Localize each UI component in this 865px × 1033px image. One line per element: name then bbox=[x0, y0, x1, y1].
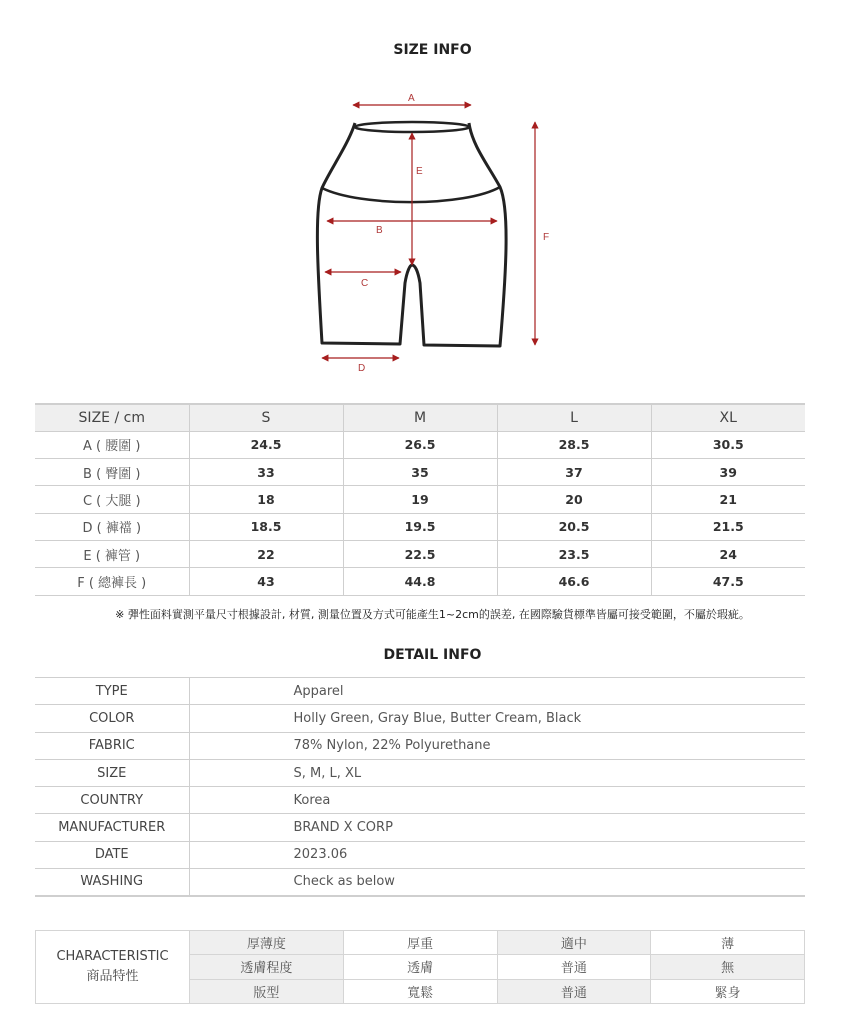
header-l: L bbox=[497, 404, 651, 431]
row-label: B ( 臀圍 ) bbox=[35, 459, 189, 486]
detail-value: 78% Nylon, 22% Polyurethane bbox=[189, 732, 805, 759]
header-size-cm: SIZE / cm bbox=[35, 404, 189, 431]
cell: 18.5 bbox=[189, 513, 343, 540]
cell: 20 bbox=[497, 486, 651, 513]
table-row bbox=[35, 787, 805, 814]
cell: 35 bbox=[343, 459, 497, 486]
detail-value: Check as below bbox=[189, 869, 805, 896]
cell: 19 bbox=[343, 486, 497, 513]
detail-info-title: DETAIL INFO bbox=[383, 647, 482, 663]
detail-label: TYPE bbox=[35, 678, 189, 705]
table-row bbox=[35, 705, 805, 732]
table-row bbox=[35, 869, 805, 896]
detail-value: Apparel bbox=[189, 678, 805, 705]
detail-label: FABRIC bbox=[35, 732, 189, 759]
row-label: C ( 大腿 ) bbox=[35, 486, 189, 513]
detail-label: WASHING bbox=[35, 869, 189, 896]
characteristic-label: 厚薄度 bbox=[190, 931, 344, 955]
characteristic-option: 緊身 bbox=[651, 979, 805, 1003]
characteristic-option: 厚重 bbox=[343, 931, 497, 955]
size-table bbox=[35, 403, 805, 596]
shorts-measurement-diagram bbox=[300, 85, 570, 375]
characteristic-option: 寬鬆 bbox=[343, 979, 497, 1003]
detail-value: Holly Green, Gray Blue, Butter Cream, Black bbox=[189, 705, 805, 732]
cell: 39 bbox=[651, 459, 805, 486]
label-f: F bbox=[543, 232, 550, 243]
cell: 22.5 bbox=[343, 540, 497, 567]
cell: 47.5 bbox=[651, 568, 805, 595]
label-a: A bbox=[408, 93, 415, 104]
row-label: E ( 褲管 ) bbox=[35, 540, 189, 567]
characteristic-option-selected: 適中 bbox=[497, 931, 651, 955]
table-row bbox=[35, 568, 805, 595]
detail-value: S, M, L, XL bbox=[189, 759, 805, 786]
characteristic-table bbox=[35, 930, 805, 1004]
cell: 26.5 bbox=[343, 431, 497, 458]
cell: 24 bbox=[651, 540, 805, 567]
row-label: A ( 腰圍 ) bbox=[35, 431, 189, 458]
header-m: M bbox=[343, 404, 497, 431]
cell: 44.8 bbox=[343, 568, 497, 595]
table-row bbox=[35, 540, 805, 567]
label-c: C bbox=[361, 278, 369, 289]
cell: 28.5 bbox=[497, 431, 651, 458]
table-row bbox=[35, 759, 805, 786]
label-b: B bbox=[376, 225, 383, 236]
detail-label: DATE bbox=[35, 841, 189, 868]
detail-table bbox=[35, 677, 805, 897]
cell: 30.5 bbox=[651, 431, 805, 458]
table-row bbox=[36, 931, 805, 955]
header-xl: XL bbox=[651, 404, 805, 431]
characteristic-title bbox=[36, 931, 190, 1004]
size-info-title: SIZE INFO bbox=[393, 42, 472, 58]
characteristic-option: 普通 bbox=[497, 955, 651, 979]
table-row bbox=[35, 732, 805, 759]
cell: 21.5 bbox=[651, 513, 805, 540]
row-label: F ( 總褲長 ) bbox=[35, 568, 189, 595]
header-s: S bbox=[189, 404, 343, 431]
label-e: E bbox=[416, 166, 423, 177]
detail-label: SIZE bbox=[35, 759, 189, 786]
size-table-header bbox=[35, 404, 805, 431]
detail-label: MANUFACTURER bbox=[35, 814, 189, 841]
label-d: D bbox=[358, 363, 366, 374]
row-label: D ( 褲襠 ) bbox=[35, 513, 189, 540]
cell: 33 bbox=[189, 459, 343, 486]
detail-value: Korea bbox=[189, 787, 805, 814]
characteristic-label: 透膚程度 bbox=[190, 955, 344, 979]
characteristic-title-zh: 商品特性 bbox=[86, 968, 139, 984]
cell: 21 bbox=[651, 486, 805, 513]
cell: 20.5 bbox=[497, 513, 651, 540]
table-row bbox=[35, 513, 805, 540]
cell: 46.6 bbox=[497, 568, 651, 595]
size-note: ※ 彈性面料實測平量尺寸根據設計, 材質, 測量位置及方式可能產生1~2cm的誤差, 在國際驗貨標準皆屬可接受範圍，不屬於瑕疵。 bbox=[115, 608, 750, 621]
characteristic-option: 薄 bbox=[651, 931, 805, 955]
detail-label: COUNTRY bbox=[35, 787, 189, 814]
cell: 18 bbox=[189, 486, 343, 513]
table-row bbox=[35, 431, 805, 458]
cell: 22 bbox=[189, 540, 343, 567]
table-row bbox=[35, 678, 805, 705]
detail-value: 2023.06 bbox=[189, 841, 805, 868]
cell: 23.5 bbox=[497, 540, 651, 567]
cell: 24.5 bbox=[189, 431, 343, 458]
detail-label: COLOR bbox=[35, 705, 189, 732]
characteristic-option-selected: 無 bbox=[651, 955, 805, 979]
detail-value: BRAND X CORP bbox=[189, 814, 805, 841]
table-row bbox=[35, 814, 805, 841]
table-row bbox=[35, 486, 805, 513]
characteristic-option-selected: 普通 bbox=[497, 979, 651, 1003]
characteristic-title-en: CHARACTERISTIC bbox=[56, 948, 169, 964]
table-row bbox=[35, 459, 805, 486]
table-row bbox=[35, 841, 805, 868]
characteristic-label: 版型 bbox=[190, 979, 344, 1003]
cell: 43 bbox=[189, 568, 343, 595]
cell: 19.5 bbox=[343, 513, 497, 540]
characteristic-option: 透膚 bbox=[343, 955, 497, 979]
cell: 37 bbox=[497, 459, 651, 486]
